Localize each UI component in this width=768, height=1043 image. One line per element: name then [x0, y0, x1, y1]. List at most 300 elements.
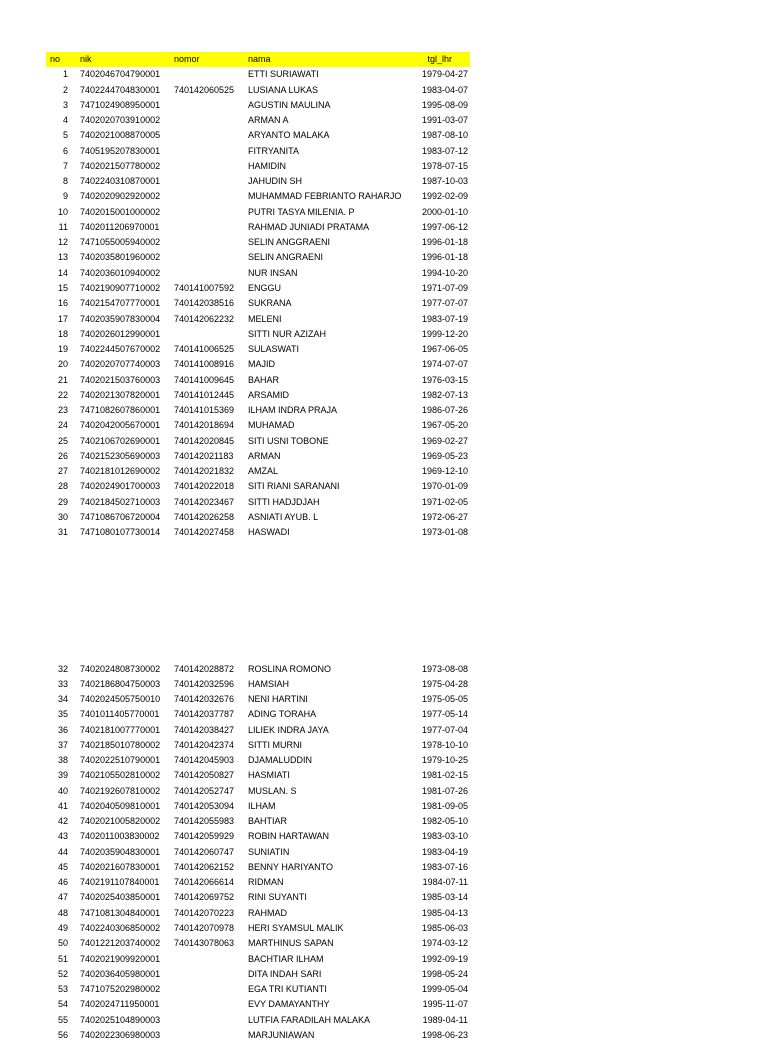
- cell-nik: 7402021307820001: [80, 388, 160, 403]
- cell-tgl-lhr: 1992-09-19: [422, 952, 468, 967]
- cell-nik: 7471086706720004: [80, 510, 160, 525]
- cell-nama: LUTFIA FARADILAH MALAKA: [248, 1013, 370, 1028]
- cell-tgl-lhr: 1982-05-10: [422, 814, 468, 829]
- table-row: [46, 738, 470, 753]
- table-row: [46, 373, 470, 388]
- cell-nik: 7402024901700003: [80, 479, 160, 494]
- cell-nomor: 740142021183: [174, 449, 233, 464]
- cell-tgl-lhr: 1986-07-26: [422, 403, 468, 418]
- cell-nama: MELENI: [248, 312, 282, 327]
- cell-tgl-lhr: 1971-02-05: [422, 495, 468, 510]
- cell-nik: 7402190907710002: [80, 281, 160, 296]
- cell-nama: ADING TORAHA: [248, 707, 316, 722]
- cell-tgl-lhr: 1985-04-13: [422, 906, 468, 921]
- table-row: [46, 845, 470, 860]
- cell-no: 53: [46, 982, 68, 997]
- header-no: no: [50, 52, 72, 67]
- cell-tgl-lhr: 1977-07-04: [422, 723, 468, 738]
- cell-nik: 7402035904830001: [80, 845, 160, 860]
- cell-nama: ARYANTO MALAKA: [248, 128, 330, 143]
- cell-nomor: 740142055983: [174, 814, 234, 829]
- table-row: [46, 464, 470, 479]
- cell-no: 29: [46, 495, 68, 510]
- cell-nomor: 740142032676: [174, 692, 234, 707]
- cell-no: 18: [46, 327, 68, 342]
- cell-nama: SITTI HADJDJAH: [248, 495, 320, 510]
- table-row: [46, 707, 470, 722]
- table-body-2: [46, 662, 470, 1043]
- table-row: [46, 692, 470, 707]
- cell-no: 20: [46, 357, 68, 372]
- cell-nik: 7402026012990001: [80, 327, 160, 342]
- table-row: [46, 1013, 470, 1028]
- cell-no: 2: [46, 83, 68, 98]
- cell-tgl-lhr: 2000-01-10: [422, 205, 468, 220]
- cell-tgl-lhr: 1987-08-10: [422, 128, 468, 143]
- cell-no: 1: [46, 67, 68, 82]
- cell-nama: SITI RIANI SARANANI: [248, 479, 340, 494]
- cell-nama: MAJID: [248, 357, 275, 372]
- table-row: [46, 388, 470, 403]
- cell-no: 50: [46, 936, 68, 951]
- cell-tgl-lhr: 1978-07-15: [422, 159, 468, 174]
- cell-nik: 7402011206970001: [80, 220, 159, 235]
- cell-nama: HAMIDIN: [248, 159, 286, 174]
- cell-tgl-lhr: 1994-10-20: [422, 266, 468, 281]
- cell-tgl-lhr: 1972-06-27: [422, 510, 468, 525]
- table-row: [46, 281, 470, 296]
- cell-nik: 7402040509810001: [80, 799, 160, 814]
- cell-nik: 7402021909920001: [80, 952, 160, 967]
- cell-tgl-lhr: 1983-03-10: [422, 829, 468, 844]
- cell-nama: SUNIATIN: [248, 845, 289, 860]
- cell-nik: 7402035801960002: [80, 250, 160, 265]
- table-row: [46, 98, 470, 113]
- cell-nik: 7471082607860001: [80, 403, 160, 418]
- cell-nomor: 740142028872: [174, 662, 234, 677]
- spreadsheet: [46, 52, 470, 1043]
- cell-nama: NENI HARTINI: [248, 692, 308, 707]
- cell-nik: 7402181007770001: [80, 723, 160, 738]
- cell-tgl-lhr: 1996-01-18: [422, 250, 468, 265]
- cell-nama: SITI USNI TOBONE: [248, 434, 329, 449]
- header-row: [46, 52, 470, 67]
- cell-no: 4: [46, 113, 68, 128]
- cell-nama: JAHUDIN SH: [248, 174, 302, 189]
- table-row: [46, 799, 470, 814]
- cell-no: 23: [46, 403, 68, 418]
- cell-nik: 7402042005670001: [80, 418, 160, 433]
- cell-nama: ARMAN: [248, 449, 281, 464]
- cell-no: 9: [46, 189, 68, 204]
- cell-tgl-lhr: 1987-10-03: [422, 174, 468, 189]
- header-nik: nik: [80, 52, 92, 67]
- cell-no: 45: [46, 860, 68, 875]
- cell-nik: 7402020703910002: [80, 113, 160, 128]
- cell-nomor: 740142070978: [174, 921, 234, 936]
- cell-nama: NUR INSAN: [248, 266, 298, 281]
- table-row: [46, 449, 470, 464]
- cell-nomor: 740142022018: [174, 479, 234, 494]
- cell-nik: 7471024908950001: [80, 98, 160, 113]
- cell-nik: 7401221203740002: [80, 936, 160, 951]
- table-row: [46, 250, 470, 265]
- cell-nama: BENNY HARIYANTO: [248, 860, 333, 875]
- cell-nomor: 740143078063: [174, 936, 234, 951]
- cell-no: 41: [46, 799, 68, 814]
- blank-gap: [46, 541, 470, 662]
- cell-no: 12: [46, 235, 68, 250]
- cell-nik: 7402021507780002: [80, 159, 160, 174]
- cell-nik: 7402105502810002: [80, 768, 160, 783]
- cell-nik: 7402020902920002: [80, 189, 160, 204]
- cell-nomor: 740142020845: [174, 434, 234, 449]
- cell-nik: 7402154707770001: [80, 296, 160, 311]
- table-row: [46, 495, 470, 510]
- cell-tgl-lhr: 1967-05-20: [422, 418, 468, 433]
- table-row: [46, 982, 470, 997]
- table-row: [46, 662, 470, 677]
- table-row: [46, 235, 470, 250]
- cell-nomor: 740142032596: [174, 677, 234, 692]
- table-row: [46, 113, 470, 128]
- cell-no: 52: [46, 967, 68, 982]
- cell-no: 8: [46, 174, 68, 189]
- cell-tgl-lhr: 1992-02-09: [422, 189, 468, 204]
- cell-tgl-lhr: 1970-01-09: [422, 479, 468, 494]
- cell-tgl-lhr: 1996-01-18: [422, 235, 468, 250]
- cell-nik: 7402181012690002: [80, 464, 160, 479]
- table-row: [46, 418, 470, 433]
- cell-nik: 7402152305690003: [80, 449, 160, 464]
- table-row: [46, 1028, 470, 1043]
- cell-no: 31: [46, 525, 68, 540]
- cell-nama: SULASWATI: [248, 342, 299, 357]
- cell-tgl-lhr: 1983-07-12: [422, 144, 468, 159]
- table-row: [46, 403, 470, 418]
- table-row: [46, 357, 470, 372]
- cell-tgl-lhr: 1983-04-19: [422, 845, 468, 860]
- cell-nomor: 740142059929: [174, 829, 234, 844]
- cell-nik: 7402024808730002: [80, 662, 160, 677]
- cell-no: 15: [46, 281, 68, 296]
- cell-no: 3: [46, 98, 68, 113]
- cell-no: 30: [46, 510, 68, 525]
- cell-nama: HASMIATI: [248, 768, 290, 783]
- cell-tgl-lhr: 1974-07-07: [422, 357, 468, 372]
- cell-no: 49: [46, 921, 68, 936]
- table-row: [46, 906, 470, 921]
- cell-nama: SELIN ANGRAENI: [248, 250, 323, 265]
- cell-no: 19: [46, 342, 68, 357]
- cell-tgl-lhr: 1983-07-19: [422, 312, 468, 327]
- cell-nama: MARJUNIAWAN: [248, 1028, 314, 1043]
- cell-no: 17: [46, 312, 68, 327]
- cell-nik: 7402024505750010: [80, 692, 160, 707]
- table-row: [46, 829, 470, 844]
- cell-nik: 7402185010780002: [80, 738, 160, 753]
- cell-nomor: 740142066614: [174, 875, 234, 890]
- cell-nama: DJAMALUDDIN: [248, 753, 312, 768]
- cell-no: 56: [46, 1028, 68, 1043]
- cell-tgl-lhr: 1981-09-05: [422, 799, 468, 814]
- cell-nomor: 740142023467: [174, 495, 234, 510]
- cell-nama: HERI SYAMSUL MALIK: [248, 921, 344, 936]
- cell-tgl-lhr: 1979-10-25: [422, 753, 468, 768]
- cell-no: 47: [46, 890, 68, 905]
- cell-nomor: 740142062232: [174, 312, 234, 327]
- cell-nama: BAHAR: [248, 373, 279, 388]
- cell-tgl-lhr: 1967-06-05: [422, 342, 468, 357]
- cell-nama: ARMAN A: [248, 113, 289, 128]
- cell-nama: FITRYANITA: [248, 144, 299, 159]
- cell-nik: 7402106702690001: [80, 434, 160, 449]
- cell-nik: 7471081304840001: [80, 906, 160, 921]
- cell-nik: 7402024711950001: [80, 997, 159, 1012]
- cell-no: 48: [46, 906, 68, 921]
- cell-nama: ILHAM INDRA PRAJA: [248, 403, 337, 418]
- cell-nomor: 740142027458: [174, 525, 234, 540]
- table-row: [46, 296, 470, 311]
- cell-nomor: 740142021832: [174, 464, 234, 479]
- cell-tgl-lhr: 1982-07-13: [422, 388, 468, 403]
- cell-nomor: 740142042374: [174, 738, 234, 753]
- cell-nomor: 740142026258: [174, 510, 234, 525]
- table-row: [46, 952, 470, 967]
- cell-tgl-lhr: 1977-05-14: [422, 707, 468, 722]
- cell-tgl-lhr: 1981-07-26: [422, 784, 468, 799]
- cell-no: 24: [46, 418, 68, 433]
- table-row: [46, 266, 470, 281]
- cell-nomor: 740141008916: [174, 357, 234, 372]
- table-row: [46, 890, 470, 905]
- cell-nik: 7402186804750003: [80, 677, 160, 692]
- cell-nik: 7402240310870001: [80, 174, 160, 189]
- cell-nomor: 740142038516: [174, 296, 234, 311]
- cell-nama: SELIN ANGGRAENI: [248, 235, 330, 250]
- cell-nomor: 740142060747: [174, 845, 234, 860]
- cell-tgl-lhr: 1975-05-05: [422, 692, 468, 707]
- cell-nik: 7402020707740003: [80, 357, 160, 372]
- cell-no: 16: [46, 296, 68, 311]
- cell-nik: 7402022510790001: [80, 753, 160, 768]
- cell-no: 39: [46, 768, 68, 783]
- cell-tgl-lhr: 1995-08-09: [422, 98, 468, 113]
- cell-tgl-lhr: 1989-04-11: [423, 1013, 468, 1028]
- cell-no: 44: [46, 845, 68, 860]
- cell-nik: 7402046704790001: [80, 67, 160, 82]
- cell-nama: RAHMAD JUNIADI PRATAMA: [248, 220, 369, 235]
- table-row: [46, 875, 470, 890]
- cell-nama: RIDMAN: [248, 875, 284, 890]
- table-row: [46, 510, 470, 525]
- table-row: [46, 921, 470, 936]
- cell-nomor: 740141012445: [174, 388, 234, 403]
- cell-no: 40: [46, 784, 68, 799]
- cell-no: 36: [46, 723, 68, 738]
- cell-no: 21: [46, 373, 68, 388]
- cell-nama: PUTRI TASYA MILENIA. P: [248, 205, 355, 220]
- cell-no: 34: [46, 692, 68, 707]
- cell-nama: BAHTIAR: [248, 814, 287, 829]
- cell-nik: 7402025403850001: [80, 890, 160, 905]
- cell-tgl-lhr: 1979-04-27: [422, 67, 468, 82]
- cell-nama: MUSLAN. S: [248, 784, 297, 799]
- cell-tgl-lhr: 1977-07-07: [422, 296, 468, 311]
- cell-nik: 7402021503760003: [80, 373, 160, 388]
- cell-nik: 7402022306980003: [80, 1028, 160, 1043]
- table-row: [46, 67, 470, 82]
- cell-no: 37: [46, 738, 68, 753]
- cell-nik: 7402192607810002: [80, 784, 160, 799]
- table-row: [46, 479, 470, 494]
- table-row: [46, 128, 470, 143]
- cell-nik: 7402184502710003: [80, 495, 160, 510]
- cell-no: 42: [46, 814, 68, 829]
- cell-nama: LUSIANA LUKAS: [248, 83, 318, 98]
- table-row: [46, 768, 470, 783]
- cell-nama: AGUSTIN MAULINA: [248, 98, 331, 113]
- cell-nomor: 740141009645: [174, 373, 234, 388]
- cell-nik: 7405195207830001: [80, 144, 160, 159]
- table-row: [46, 936, 470, 951]
- cell-no: 33: [46, 677, 68, 692]
- cell-no: 28: [46, 479, 68, 494]
- cell-no: 13: [46, 250, 68, 265]
- table-row: [46, 189, 470, 204]
- cell-nomor: 740142052747: [174, 784, 234, 799]
- table-row: [46, 342, 470, 357]
- cell-nik: 7402021008870005: [80, 128, 160, 143]
- cell-tgl-lhr: 1969-05-23: [422, 449, 468, 464]
- cell-nomor: 740142060525: [174, 83, 234, 98]
- table-row: [46, 144, 470, 159]
- cell-no: 7: [46, 159, 68, 174]
- cell-nama: EVY DAMAYANTHY: [248, 997, 330, 1012]
- cell-tgl-lhr: 1978-10-10: [422, 738, 468, 753]
- cell-nik: 7402025104890003: [80, 1013, 160, 1028]
- cell-nomor: 740142045903: [174, 753, 234, 768]
- table-row: [46, 784, 470, 799]
- cell-no: 5: [46, 128, 68, 143]
- cell-tgl-lhr: 1995-11-07: [423, 997, 468, 1012]
- cell-nama: SITTI MURNI: [248, 738, 302, 753]
- cell-tgl-lhr: 1999-05-04: [422, 982, 468, 997]
- cell-nik: 7471055005940002: [80, 235, 160, 250]
- cell-tgl-lhr: 1999-12-20: [422, 327, 468, 342]
- table-row: [46, 753, 470, 768]
- cell-no: 32: [46, 662, 68, 677]
- cell-no: 27: [46, 464, 68, 479]
- cell-tgl-lhr: 1985-03-14: [422, 890, 468, 905]
- cell-nik: 7402021005820002: [80, 814, 160, 829]
- cell-nik: 7471080107730014: [80, 525, 160, 540]
- cell-nik: 7402191107840001: [80, 875, 159, 890]
- cell-tgl-lhr: 1983-04-07: [422, 83, 468, 98]
- cell-nama: BACHTIAR ILHAM: [248, 952, 324, 967]
- cell-nama: LILIEK INDRA JAYA: [248, 723, 329, 738]
- table-row: [46, 434, 470, 449]
- cell-nama: SITTI NUR AZIZAH: [248, 327, 326, 342]
- cell-nama: RAHMAD: [248, 906, 287, 921]
- cell-nik: 7402035907830004: [80, 312, 160, 327]
- cell-nik: 7402036010940002: [80, 266, 160, 281]
- cell-nomor: 740141007592: [174, 281, 234, 296]
- header-nomor: nomor: [174, 52, 200, 67]
- table-row: [46, 312, 470, 327]
- cell-tgl-lhr: 1969-12-10: [422, 464, 468, 479]
- cell-tgl-lhr: 1976-03-15: [422, 373, 468, 388]
- cell-no: 46: [46, 875, 68, 890]
- cell-tgl-lhr: 1991-03-07: [422, 113, 468, 128]
- cell-nomor: 740142070223: [174, 906, 234, 921]
- table-row: [46, 205, 470, 220]
- cell-nomor: 740142038427: [174, 723, 234, 738]
- cell-nama: MUHAMAD: [248, 418, 295, 433]
- cell-no: 22: [46, 388, 68, 403]
- cell-nama: ETTI SURIAWATI: [248, 67, 319, 82]
- cell-nik: 7402240306850002: [80, 921, 160, 936]
- cell-nomor: 740142053094: [174, 799, 234, 814]
- table-row: [46, 723, 470, 738]
- cell-no: 43: [46, 829, 68, 844]
- cell-tgl-lhr: 1973-01-08: [422, 525, 468, 540]
- cell-nama: ASNIATI AYUB. L: [248, 510, 318, 525]
- cell-tgl-lhr: 1997-06-12: [422, 220, 468, 235]
- cell-nik: 7402036405980001: [80, 967, 160, 982]
- cell-nomor: 740142050827: [174, 768, 234, 783]
- table-row: [46, 967, 470, 982]
- cell-nama: SUKRANA: [248, 296, 292, 311]
- cell-no: 14: [46, 266, 68, 281]
- cell-nama: EGA TRI KUTIANTI: [248, 982, 327, 997]
- cell-nama: ROSLINA ROMONO: [248, 662, 331, 677]
- cell-no: 35: [46, 707, 68, 722]
- cell-no: 55: [46, 1013, 68, 1028]
- cell-tgl-lhr: 1973-08-08: [422, 662, 468, 677]
- cell-no: 38: [46, 753, 68, 768]
- cell-nama: ENGGU: [248, 281, 281, 296]
- cell-tgl-lhr: 1983-07-16: [422, 860, 468, 875]
- table-row: [46, 327, 470, 342]
- cell-no: 25: [46, 434, 68, 449]
- cell-tgl-lhr: 1985-06-03: [422, 921, 468, 936]
- cell-nik: 7402011003830002: [80, 829, 159, 844]
- cell-nama: ROBIN HARTAWAN: [248, 829, 329, 844]
- table-row: [46, 525, 470, 540]
- cell-no: 51: [46, 952, 68, 967]
- cell-nik: 7402244507670002: [80, 342, 160, 357]
- cell-nama: AMZAL: [248, 464, 278, 479]
- cell-tgl-lhr: 1998-05-24: [422, 967, 468, 982]
- header-nama: nama: [248, 52, 271, 67]
- cell-tgl-lhr: 1969-02-27: [422, 434, 468, 449]
- cell-tgl-lhr: 1984-07-11: [423, 875, 468, 890]
- table-row: [46, 83, 470, 98]
- table-row: [46, 220, 470, 235]
- cell-nomor: 740141006525: [174, 342, 234, 357]
- cell-nama: HASWADI: [248, 525, 290, 540]
- table-body-1: [46, 67, 470, 540]
- table-row: [46, 159, 470, 174]
- cell-nama: RINI SUYANTI: [248, 890, 307, 905]
- cell-nomor: 740142037787: [174, 707, 234, 722]
- cell-nama: MUHAMMAD FEBRIANTO RAHARJO: [248, 189, 401, 204]
- cell-no: 10: [46, 205, 68, 220]
- cell-nik: 7401011405770001: [80, 707, 159, 722]
- cell-nomor: 740142018694: [174, 418, 234, 433]
- cell-nomor: 740142062152: [174, 860, 234, 875]
